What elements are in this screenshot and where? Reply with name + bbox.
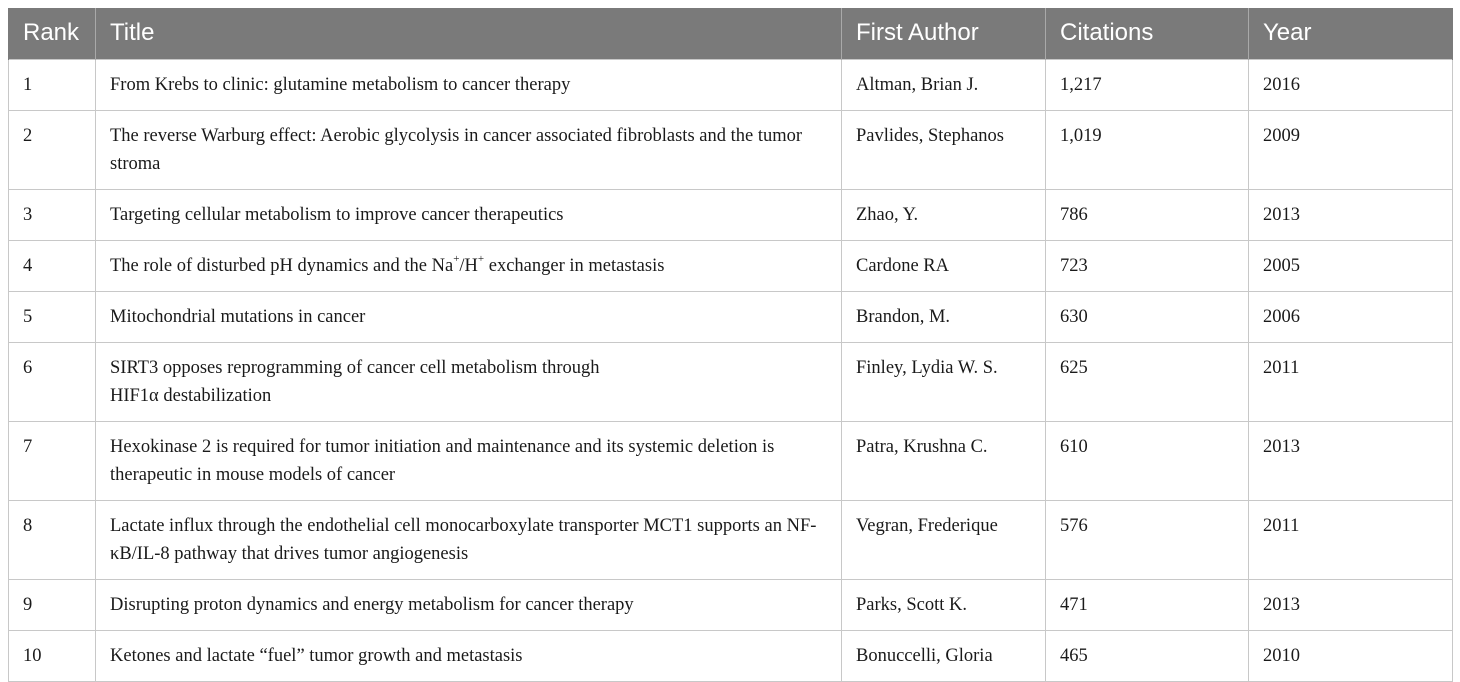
cell-citations: 471 <box>1046 579 1249 630</box>
cell-rank: 8 <box>9 500 96 579</box>
cell-title <box>96 240 842 291</box>
cell-citations: 465 <box>1046 630 1249 681</box>
cell-year: 2005 <box>1249 240 1453 291</box>
title-line: HIF1α destabilization <box>110 385 272 406</box>
cell-year: 2006 <box>1249 291 1453 342</box>
cell-title: Targeting cellular metabolism to improve cancer therapeutics <box>96 189 842 240</box>
table-row <box>9 59 1453 110</box>
cell-citations: 1,019 <box>1046 110 1249 189</box>
table-row <box>9 579 1453 630</box>
header-first-author: First Author <box>842 8 1046 59</box>
cell-rank: 3 <box>9 189 96 240</box>
cell-first-author: Vegran, Frederique <box>842 500 1046 579</box>
cell-rank: 2 <box>9 110 96 189</box>
cell-first-author: Brandon, M. <box>842 291 1046 342</box>
header-title: Title <box>96 8 842 59</box>
cell-rank: 1 <box>9 59 96 110</box>
cell-citations: 1,217 <box>1046 59 1249 110</box>
cell-title: The reverse Warburg effect: Aerobic glycolysis in cancer associated fibroblasts and the tumor stroma <box>96 110 842 189</box>
cell-rank: 10 <box>9 630 96 681</box>
cell-citations: 576 <box>1046 500 1249 579</box>
title-text: /H <box>459 255 478 276</box>
cell-first-author: Finley, Lydia W. S. <box>842 342 1046 421</box>
top-cited-papers-table <box>8 8 1453 682</box>
table-row <box>9 110 1453 189</box>
superscript-plus: + <box>453 253 460 266</box>
cell-citations: 625 <box>1046 342 1249 421</box>
header-year: Year <box>1249 8 1453 59</box>
cell-first-author: Cardone RA <box>842 240 1046 291</box>
title-text: The role of disturbed pH dynamics and the Na <box>110 255 454 276</box>
cell-first-author: Pavlides, Stephanos <box>842 110 1046 189</box>
table-row <box>9 240 1453 291</box>
cell-first-author: Altman, Brian J. <box>842 59 1046 110</box>
table-row <box>9 342 1453 421</box>
cell-first-author: Bonuccelli, Gloria <box>842 630 1046 681</box>
cell-title: Hexokinase 2 is required for tumor initiation and maintenance and its systemic deletion is therapeutic in mouse models of cancer <box>96 421 842 500</box>
cell-year: 2010 <box>1249 630 1453 681</box>
cell-year: 2013 <box>1249 189 1453 240</box>
cell-rank: 9 <box>9 579 96 630</box>
cell-citations: 630 <box>1046 291 1249 342</box>
table-row <box>9 421 1453 500</box>
cell-year: 2009 <box>1249 110 1453 189</box>
table-row <box>9 630 1453 681</box>
title-line: SIRT3 opposes reprogramming of cancer cell metabolism through <box>110 357 600 378</box>
cell-year: 2016 <box>1249 59 1453 110</box>
table-row <box>9 500 1453 579</box>
superscript-plus: + <box>477 253 485 266</box>
table-row <box>9 291 1453 342</box>
cell-first-author: Zhao, Y. <box>842 189 1046 240</box>
title-text: exchanger in metastasis <box>484 255 665 276</box>
cell-citations: 610 <box>1046 421 1249 500</box>
cell-rank: 5 <box>9 291 96 342</box>
header-rank: Rank <box>9 8 96 59</box>
cell-year: 2011 <box>1249 342 1453 421</box>
cell-citations: 786 <box>1046 189 1249 240</box>
cell-first-author: Patra, Krushna C. <box>842 421 1046 500</box>
cell-first-author: Parks, Scott K. <box>842 579 1046 630</box>
cell-title: From Krebs to clinic: glutamine metabolism to cancer therapy <box>96 59 842 110</box>
cell-year: 2011 <box>1249 500 1453 579</box>
cell-citations: 723 <box>1046 240 1249 291</box>
cell-title: Disrupting proton dynamics and energy metabolism for cancer therapy <box>96 579 842 630</box>
header-citations: Citations <box>1046 8 1249 59</box>
table-row <box>9 189 1453 240</box>
cell-year: 2013 <box>1249 421 1453 500</box>
cell-rank: 7 <box>9 421 96 500</box>
cell-title: Lactate influx through the endothelial cell monocarboxylate transporter MCT1 supports an NF-κB/IL-8 pathway that drives tumor angiogenesis <box>96 500 842 579</box>
cell-title: Ketones and lactate “fuel” tumor growth and metastasis <box>96 630 842 681</box>
cell-title <box>96 342 842 421</box>
cell-year: 2013 <box>1249 579 1453 630</box>
table-header-row <box>9 8 1453 59</box>
cell-rank: 6 <box>9 342 96 421</box>
cell-title: Mitochondrial mutations in cancer <box>96 291 842 342</box>
citations-table-container <box>8 8 1452 666</box>
cell-rank: 4 <box>9 240 96 291</box>
